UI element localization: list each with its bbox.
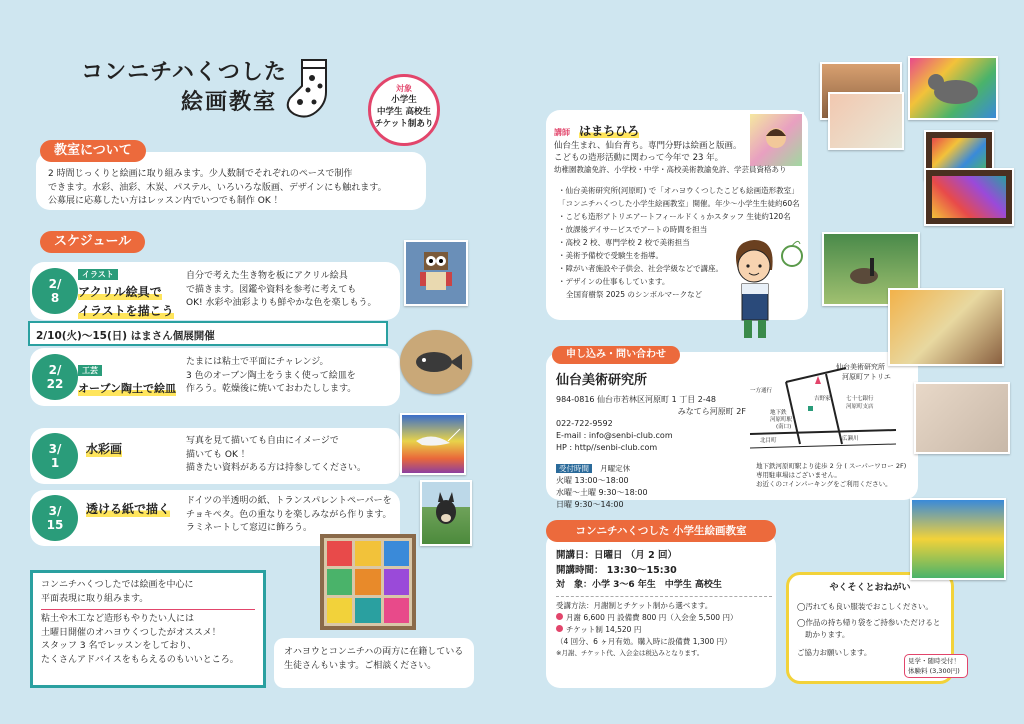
sock-icon [282, 56, 342, 122]
schedule-item-2-desc [186, 356, 396, 397]
course-details [556, 548, 772, 658]
hours-1: 火曜 13:00〜18:00 [556, 476, 629, 485]
exhibit-notice [28, 321, 388, 346]
ticket-dot-icon [556, 625, 563, 632]
profile-line3: 幼稚園教諭免許、小学校・中学・高校美術教諭免許、学芸員資格あり [554, 165, 787, 174]
building: みなてら河原町 2F [677, 407, 746, 416]
schedule-item-3-desc [186, 435, 396, 476]
info-line3: 粘土や木工など造形もやりたい人には [41, 614, 195, 624]
closed-day: 月曜定休 [600, 464, 631, 473]
tag-craft: 工芸 [78, 365, 102, 376]
map-label-atelier: 河原町アトリエ [842, 373, 891, 381]
info-line5: スタッフ 3 名でレッスンをしており、 [41, 641, 197, 651]
date-badge-1: 2/ 8 [32, 268, 78, 314]
promise-title: やくそくとおねがい [829, 583, 911, 593]
schedule-item-2-title [78, 358, 178, 396]
item2-desc3: 作ろう。乾燥後に焼いておわたしします。 [186, 384, 357, 394]
bullet-7: ・障がい者施設や子供会、社会学級などで講座。 [558, 264, 723, 273]
map-label-subway: 地下鉄 [770, 410, 787, 416]
classroom-photo-2-image [828, 92, 904, 150]
map-label-hirose-river: 広瀬川 [842, 436, 859, 442]
map-label-bank: 七十七銀行 [846, 396, 874, 402]
tiger-painting-image [888, 288, 1004, 366]
stained-paper-artwork-image [320, 534, 416, 630]
map-label-branch: 河原町支店 [846, 404, 874, 410]
page-title [64, 58, 304, 118]
access-line3: お近くのコインパーキングをご利用ください。 [756, 480, 892, 488]
item4-desc3: ラミネートして窓辺に飾ろう。 [186, 523, 313, 533]
schedule-item-1-title [78, 262, 178, 319]
cat-painting-image [908, 56, 998, 120]
course-footnote: ※月謝、チケット代、入会金は税込みとなります。 [556, 649, 704, 657]
about-label: 教室について [40, 140, 146, 162]
promise-item2b: 助かります。 [805, 630, 850, 639]
profile-line2: こどもの造形活動に関わって今年で 23 年。 [554, 153, 724, 163]
item2-title: オーブン陶土で絵皿 [78, 382, 177, 395]
homepage-link[interactable]: HP : http//senbi-club.com [556, 443, 658, 452]
info-line2: 平面表現に取り組みます。 [41, 593, 149, 604]
classroom-photo-3-image [914, 382, 1010, 454]
map-label-institute: 仙台美術研究所 [836, 363, 885, 371]
hours-2: 水曜〜土曜 9:30〜18:00 [556, 488, 648, 497]
bullet-3: ・こども造形アトリエアートフィールドくぅかスタッフ 生徒約120名 [558, 212, 791, 221]
target-badge [368, 74, 440, 146]
item1-desc3: OK! 水彩や油彩よりも鮮やかな色を楽しもう。 [186, 298, 377, 308]
access-map [746, 364, 912, 460]
contact-details [556, 372, 746, 511]
access-line1: 地下鉄河原町駅より徒歩 2 分 ( スーパーワロー 2F) [756, 462, 907, 470]
watercolor-shrimp-image [400, 413, 466, 475]
schedule-item-4-desc [186, 495, 416, 536]
about-line1: 2 時間じっくりと絵画に取り組みます。少人数制でそれぞれのペースで制作 [48, 169, 353, 179]
trial-line2: 体験料 (3,300円) [908, 667, 960, 675]
course-day: 開講日：日曜日 （月 2 回） [556, 550, 678, 561]
contact-label: 申し込み・問い合わせ [552, 346, 680, 364]
course-target: 対 象：小学 3〜6 年生 中学生 高校生 [556, 580, 722, 590]
map-label-station: 河原町駅 [770, 417, 793, 423]
date-badge-2: 2/ 22 [32, 354, 78, 400]
both-line1: オハヨウとコンニチハの両方に在籍している [284, 647, 464, 657]
profile-line1: 仙台生まれ、仙台育ち。専門分野は絵画と版画。 [554, 141, 742, 151]
item1-desc2: で描きます。図鑑や資料を参考に考えても [186, 284, 357, 295]
promise-item2a: ◯作品の持ち帰り袋をご持参いただけると [797, 618, 941, 627]
map-label-south-exit: (南口) [776, 424, 792, 430]
course-ticket-note: （4 回分、6 ヶ月有効。購入時に設備費 1,300 円） [556, 637, 732, 646]
bullet-9: 全国育樹祭 2025 のシンボルマークなど [566, 290, 703, 299]
item4-desc2: チョキペタ。色の重なりを楽しみながら作ります。 [186, 509, 392, 520]
classroom-photo-4-image [910, 498, 1006, 580]
fish-plate-image [400, 330, 472, 394]
promise-thanks: ご協力お願いします。 [797, 648, 872, 657]
bullet-2: 「コンニチハくつした小学生絵画教室」開催。年少〜小学生生徒約60名 [558, 199, 800, 208]
access-notes [756, 462, 916, 489]
trial-line1: 見学・随時受付！ [908, 657, 960, 665]
info-box [30, 570, 266, 688]
item4-title: 透ける紙で描く [86, 502, 171, 516]
date-badge-3: 3/ 1 [32, 433, 78, 479]
instructor-profile [554, 140, 804, 176]
dog-painting-image [420, 480, 472, 546]
date-badge-4: 3/ 15 [32, 495, 78, 541]
course-monthly: 月謝 6,600 円 設備費 800 円（入会金 5,500 円） [566, 613, 738, 622]
course-method: 受講方法：月謝制とチケット制から選べます。 [556, 601, 713, 610]
instructor-character-icon [720, 236, 806, 348]
schedule-label: スケジュール [40, 231, 145, 253]
info-line4: 土曜日開催のオハヨウくつしたがオススメ！ [41, 627, 221, 638]
about-line3: 公募展に応募したい方はレッスン内でいつでも制作 OK ！ [48, 196, 283, 206]
tag-illust: イラスト [78, 269, 118, 280]
framed-stained-art-2-image [924, 168, 1014, 226]
instructor-heading [554, 120, 639, 139]
target-line2: 中学生 高校生 [377, 107, 431, 117]
item2-desc1: たまには粘土で平面にチャレンジ。 [186, 357, 329, 367]
course-time: 開講時間： 13:30〜15:30 [556, 565, 677, 576]
trial-badge [904, 654, 968, 678]
map-label-kitamemachi: 北目町 [760, 438, 777, 444]
about-text [48, 168, 418, 209]
bullet-1: ・仙台美術研究所(河原町) で「オハヨウくつしたこども絵画造形教室」 [558, 186, 799, 195]
map-label-oneway: 一方通行 [750, 388, 773, 394]
item1-title-a: アクリル絵具で [78, 285, 162, 299]
address: 984-0816 仙台市若林区河原町 1 丁目 2-48 [556, 395, 716, 404]
info-line1: コンニチハくつしたでは絵画を中心に [41, 580, 194, 590]
map-label-yoshinoya: 吉野家 [814, 396, 831, 402]
title-line2: 絵画教室 [180, 90, 277, 115]
item2-desc2: 3 色のオーブン陶土をうまく使って絵皿を [186, 370, 356, 381]
target-heading: 対象 [396, 84, 412, 93]
exhibit-notice-text: 2/10(火)〜15(日) はまさん個展開催 [36, 330, 215, 342]
bullet-6: ・美術予備校で受験生を指導。 [558, 251, 663, 260]
item1-title-b: イラストを描こう [78, 304, 174, 318]
target-line1: 小学生 [391, 95, 417, 105]
title-line1: コンニチハくつした [81, 60, 287, 85]
item3-desc3: 描きたい資料がある方は持参してください。 [186, 463, 367, 473]
info-line6: たくさんアドバイスをもらえるのもいいところ。 [41, 654, 239, 665]
schedule-item-3-title [86, 438, 122, 457]
promise-item1: ◯汚れても良い服装でおこしください。 [797, 602, 933, 611]
item3-desc1: 写真を見て描いても自由にイメージで [186, 436, 339, 446]
course-ticket: チケット制 14,520 円 [566, 625, 642, 634]
hours-label: 受付時間 [556, 464, 592, 473]
item3-title: 水彩画 [86, 442, 123, 456]
item1-desc1: 自分で考えた生き物を板にアクリル絵具 [186, 271, 348, 281]
instructor-label: 講師 [554, 128, 570, 137]
item4-desc1: ドイツの半透明の紙、トランスパレントペーパーを [186, 496, 392, 506]
bullet-8: ・デザインの仕事もしています。 [558, 277, 670, 286]
bullet-5: ・高校 2 校、専門学校 2 校で美術担当 [558, 238, 690, 247]
schedule-item-4-title [86, 498, 170, 517]
access-line2: 専用駐車場はございません。 [756, 471, 841, 479]
tel: 022-722-9592 [556, 419, 613, 428]
both-line2: 生徒さんもいます。ご相談ください。 [284, 660, 437, 671]
course-title: コンニチハくつした 小学生絵画教室 [546, 520, 776, 542]
about-line2: できます。水彩、油彩、木炭、パステル、いろいろな版画、デザインにも触れます。 [48, 182, 387, 193]
target-line3: チケット制あり [374, 119, 434, 129]
hours-3: 日曜 9:30〜14:00 [556, 500, 624, 509]
item3-desc2: 描いても OK ！ [186, 449, 250, 460]
owl-artwork-image [404, 240, 468, 306]
email-link[interactable]: E-mail : info@senbi-club.com [556, 431, 673, 440]
schedule-item-1-desc [186, 270, 396, 311]
monthly-dot-icon [556, 613, 563, 620]
instructor-name: はまちひろ [579, 124, 640, 138]
both-classes-note [274, 638, 474, 688]
bullet-4: ・放課後デイサービスでアートの時間を担当 [558, 225, 708, 234]
org-name: 仙台美術研究所 [556, 373, 648, 388]
